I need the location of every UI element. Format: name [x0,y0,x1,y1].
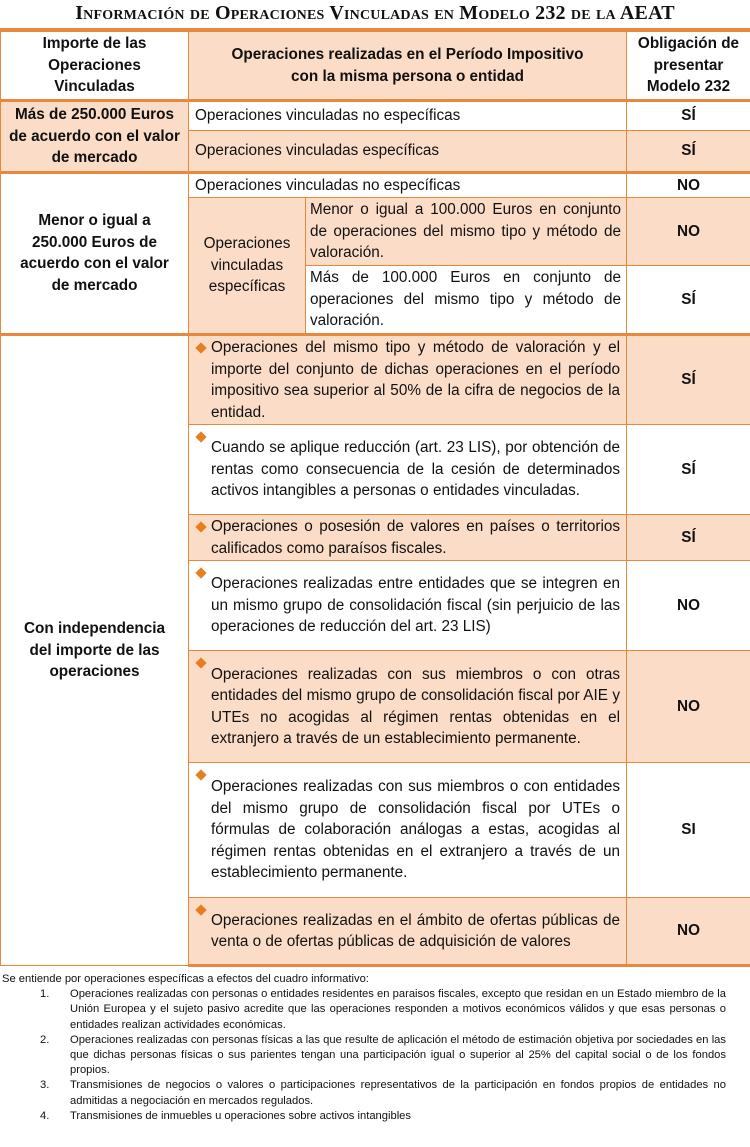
group3-row7-answer: NO [627,898,750,966]
group3-row4-answer: NO [627,561,750,651]
footnote-text: Operaciones realizadas con personas físicas a las que resulte de aplicación el método de estimación objetiva por sociedades en las que dichas personas físicas o sus parientes tengan una participación igual o superior al 25% del capital social o de los fondos propios. [70,1033,726,1077]
group1-row1-answer: SÍ [627,101,750,131]
group3-row4-text: Operaciones realizadas entre entidades que se integren en un mismo grupo de consolidación fiscal (sin perjuicio de las operaciones de reducción del art. 23 LIS) [211,575,620,636]
group1-label: Más de 250.000 Euros de acuerdo con el valor de mercado [1,101,189,173]
table-row [1,172,750,198]
group2-row2-text: Menor o igual a 100.000 Euros en conjunto de operaciones del mismo tipo y método de valoración. [306,198,627,266]
footnote-text: Transmisiones de negocios o valores o participaciones representativos de la participación en fondos propios de entidades no admitidas a negociación en mercados regulados. [70,1079,726,1107]
table-row [1,335,750,425]
group3-row2-answer: SÍ [627,425,750,515]
group3-row1-answer: SÍ [627,335,750,425]
footnote-number: 2. [40,1033,50,1046]
group3-row5-answer: NO [627,651,750,763]
group1-row1-text: Operaciones vinculadas no específicas [189,101,627,131]
group2-row3-answer: SÍ [627,266,750,335]
group3-row3-answer: SÍ [627,515,750,561]
header-operaciones: Operaciones realizadas en el Período Impositivo con la misma persona o entidad [189,32,627,101]
group3-row2-text: Cuando se aplique reducción (art. 23 LIS), por obtención de rentas como consecuencia de la cesión de determinados activos intangibles a personas o entidades vinculadas. [211,439,620,500]
list-item [0,987,750,1033]
group2-label: Menor o igual a 250.000 Euros de acuerdo con el valor de mercado [1,172,189,335]
group3-row6-answer: SI [627,763,750,898]
group3-row1-text: Operaciones del mismo tipo y método de valoración y el importe del conjunto de dichas operaciones en el período impositivo sea superior al 50% de la cifra de negocios de la entidad. [211,339,620,421]
group2-row1-text: Operaciones vinculadas no específicas [189,172,627,198]
group2-row2-answer: NO [627,198,750,266]
group3-row5-text: Operaciones realizadas con sus miembros o con otras entidades del mismo grupo de consolidación fiscal por AIE y UTEs no acogidas al régimen rentas obtenidas en el extranjero a través de un establecimiento permanente. [211,665,620,747]
list-item [0,1078,750,1108]
group3-row7-text: Operaciones realizadas en el ámbito de ofertas públicas de venta o de ofertas públicas de adquisición de valores [211,911,620,950]
group3-row7 [189,898,627,966]
modelo-232-table [0,31,750,967]
group3-row5 [189,651,627,763]
group2-row3-text: Más de 100.000 Euros en conjunto de operaciones del mismo tipo y método de valoración. [306,266,627,335]
footnote-text: Transmisiones de inmuebles u operaciones sobre activos intangibles [70,1109,411,1122]
footnotes-list [0,987,750,1124]
list-item [0,1109,750,1124]
footnote-number: 1. [40,988,50,1001]
group1-row2-answer: SÍ [627,131,750,172]
header-row [1,32,750,101]
group2-sub-label: Operaciones vinculadas específicas [189,198,306,335]
group3-row2 [189,425,627,515]
group3-row3-text: Operaciones o posesión de valores en países o territorios calificados como paraísos fiscales. [211,518,620,557]
header-obligacion: Obligación de presentar Modelo 232 [627,32,750,101]
footnotes-intro: Se entiende por operaciones específicas a efectos del cuadro informativo: [2,973,369,985]
footnote-text: Operaciones realizadas con personas o entidades residentes en paraisos fiscales, excepto que residan en un Estado miembro de la Unión Europea y el sujeto pasivo acredite que las operaciones responden a motivos económicos válidos y que esas personas o entidades realizan actividades económicas. [70,988,726,1031]
list-item [0,1033,750,1079]
group3-row6-text: Operaciones realizadas con sus miembros o con entidades del mismo grupo de consolidación fiscal por UTEs o fórmulas de colaboración análogas a estas, acogidas al régimen rentas obtenidas en el extranjero a través de un establecimiento permanente. [211,778,620,882]
header-importe: Importe de las Operaciones Vinculadas [1,32,189,101]
group3-label: Con independencia del importe de las operaciones [1,335,189,966]
group2-row1-answer: NO [627,172,750,198]
group1-row2-text: Operaciones vinculadas específicas [189,131,627,172]
group3-row1 [189,335,627,425]
group3-row6 [189,763,627,898]
page-title: Información de Operaciones Vinculadas en Modelo 232 de la AEAT [75,2,675,24]
footnotes [0,972,750,1124]
table-row [1,101,750,131]
group3-row3 [189,515,627,561]
footnote-number: 3. [40,1079,50,1092]
footnote-number: 4. [40,1109,50,1122]
group3-row4 [189,561,627,651]
